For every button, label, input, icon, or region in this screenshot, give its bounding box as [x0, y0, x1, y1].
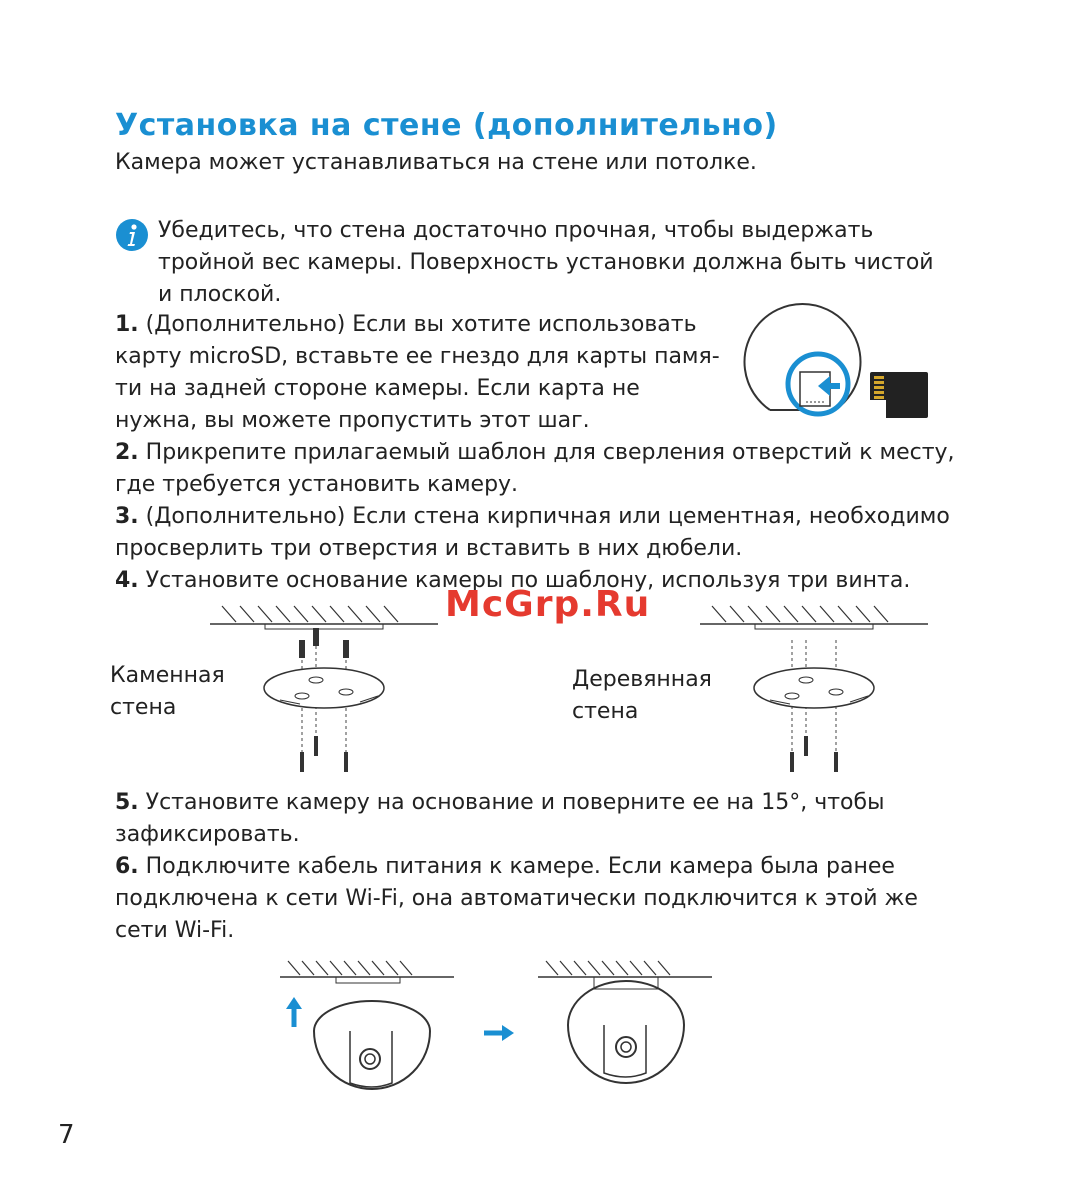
step-number: 2.: [115, 440, 139, 465]
step-number: 1.: [115, 312, 139, 337]
step-6: [115, 851, 975, 947]
subtitle: Камера может устанавливаться на стене или потолке.: [115, 150, 757, 175]
wood-wall-label: Деревянная стена: [572, 667, 712, 724]
step-number: 6.: [115, 854, 139, 879]
microsd-illustration: [740, 298, 940, 423]
page-title: Установка на стене (дополнительно): [115, 108, 778, 143]
step-2: [115, 437, 975, 501]
step-number: 4.: [115, 568, 139, 593]
stone-wall-label: Каменная стена: [110, 663, 225, 720]
step-number: 5.: [115, 790, 139, 815]
step-number: 3.: [115, 504, 139, 529]
step-1: [115, 309, 725, 437]
info-icon: [115, 218, 149, 252]
step-text: (Дополнительно) Если вы хотите использовать карту microSD, вставьте ее гнездо для карты памя-ти на задней стороне камеры. Если карта не нужна, вы можете пропустить этот шаг.: [115, 312, 720, 433]
page-number: 7: [58, 1120, 75, 1150]
step-text: (Дополнительно) Если стена кирпичная или цементная, необходимо просверлить три отверстия и вставить в них дюбели.: [115, 504, 950, 561]
step-text: Прикрепите прилагаемый шаблон для сверления отверстий к месту, где требуется установить камеру.: [115, 440, 955, 497]
step-text: Установите камеру на основание и поверните ее на 15°, чтобы зафиксировать.: [115, 790, 885, 847]
step-text: Подключите кабель питания к камере. Если камера была ранее подключена к сети Wi-Fi, она автоматически подключится к этой же сети Wi-Fi.: [115, 854, 918, 943]
step-3: [115, 501, 975, 565]
step-text: Установите основание камеры по шаблону, используя три винта.: [138, 568, 911, 593]
watermark: McGrp.Ru: [445, 584, 651, 625]
camera-attach-diagram: [280, 955, 720, 1095]
info-note: Убедитесь, что стена достаточно прочная, чтобы выдержать тройной вес камеры. Поверхность установки должна быть чистой и плоской.: [158, 218, 934, 307]
step-5: [115, 787, 975, 851]
wood-wall-diagram: [700, 600, 930, 780]
stone-wall-diagram: [210, 600, 440, 780]
